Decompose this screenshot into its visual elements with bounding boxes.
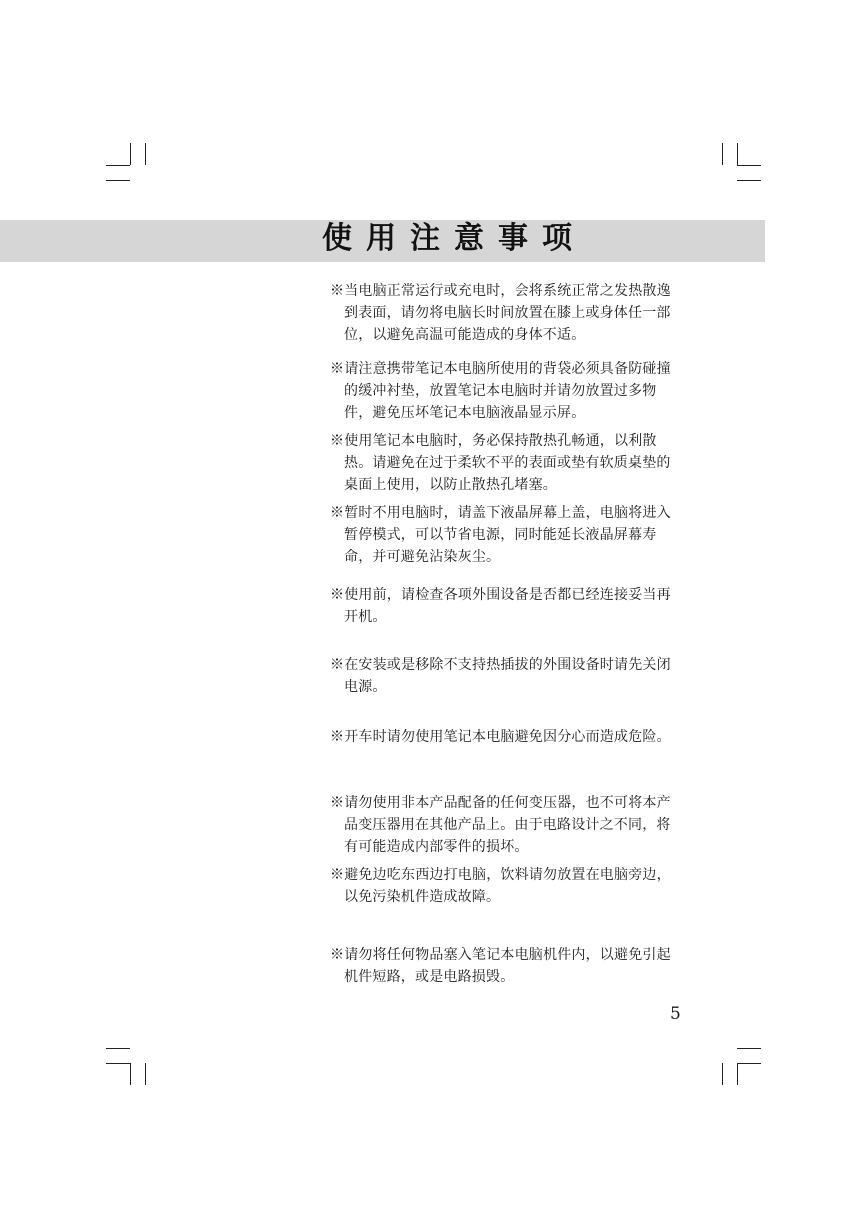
crop-mark [106,1063,130,1064]
crop-mark [737,1063,738,1085]
crop-mark [106,1048,130,1049]
crop-mark [737,1063,761,1064]
crop-mark [145,143,146,165]
note-item: ※请勿使用非本产品配备的任何变压器，也不可将本产品变压器用在其他产品上。由于电路设计之不同，将有可能造成内部零件的损坏。 [330,795,671,855]
note-item: ※使用笔记本电脑时，务必保持散热孔畅通，以利散热。请避免在过于柔软不平的表面或垫有软质桌垫的桌面上使用，以防止散热孔堵塞。 [330,433,671,493]
note-item: ※请勿将任何物品塞入笔记本电脑机件内，以避免引起机件短路，或是电路损毁。 [330,947,671,985]
note-item: ※开车时请勿使用笔记本电脑避免因分心而造成危险。 [330,729,671,745]
crop-mark [130,1063,131,1085]
crop-mark [737,143,738,165]
note-item: ※请注意携带笔记本电脑所使用的背袋必须具备防碰撞的缓冲衬垫，放置笔记本电脑时并请勿放置过多物件，避免压坏笔记本电脑液晶显示屏。 [330,361,671,421]
crop-mark [106,180,130,181]
crop-mark [130,143,131,165]
crop-mark [737,165,761,166]
page-title: 使用注意事项 [322,221,586,256]
crop-mark [722,143,723,165]
note-item: ※避免边吃东西边打电脑，饮料请勿放置在电脑旁边，以免污染机件造成故障。 [330,867,671,905]
page-number: 5 [670,1004,681,1024]
note-item: ※使用前，请检查各项外围设备是否都已经连接妥当再开机。 [330,587,671,625]
crop-mark [106,165,130,166]
crop-mark [737,1048,761,1049]
note-item: ※在安装或是移除不支持热插拔的外围设备时请先关闭电源。 [330,657,671,695]
crop-mark [722,1063,723,1085]
crop-mark [145,1063,146,1085]
note-item: ※当电脑正常运行或充电时，会将系统正常之发热散逸到表面，请勿将电脑长时间放置在膝上或身体任一部位，以避免高温可能造成的身体不适。 [330,283,671,343]
crop-mark [737,180,761,181]
note-item: ※暂时不用电脑时，请盖下液晶屏幕上盖，电脑将进入暂停模式，可以节省电源，同时能延长液晶屏幕寿命，并可避免沾染灰尘。 [330,505,671,565]
